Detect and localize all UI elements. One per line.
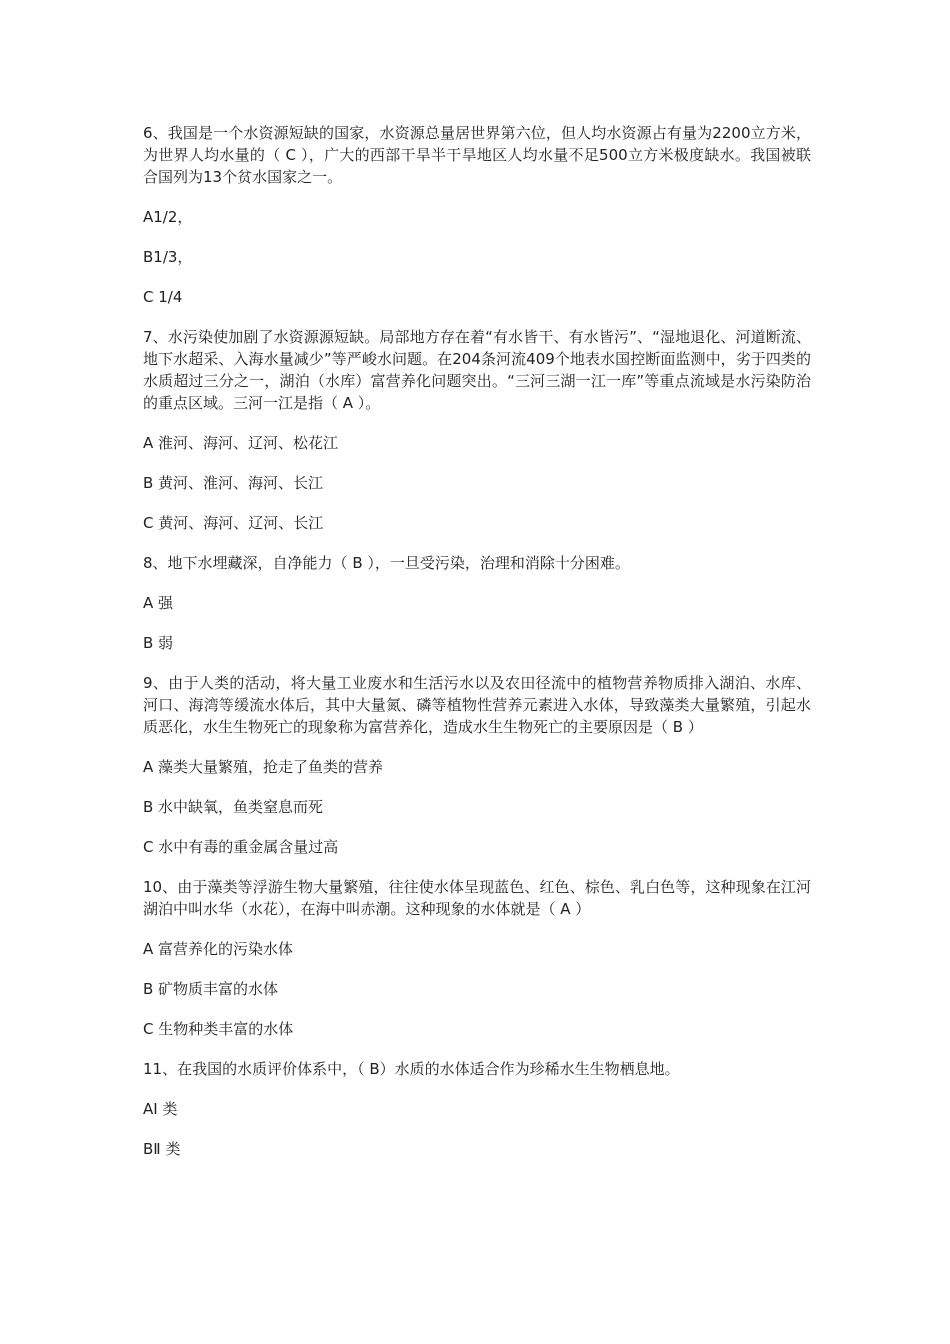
question-8-option-b: B 弱: [143, 634, 174, 652]
question-9: 9、由于人类的活动，将大量工业废水和生活污水以及农田径流中的植物营养物质排入湖泊、水库、河口、海湾等缓流水体后，其中大量氮、磷等植物性营养元素进入水体，导致藻类大量繁殖，引起水质恶化，水生生物死亡的现象称为富营养化，造成水生生物死亡的主要原因是（ B ）: [143, 674, 811, 736]
question-6-option-b: B1/3，: [143, 248, 193, 266]
question-7-option-b: B 黄河、淮河、海河、长江: [143, 474, 324, 492]
question-7-option-c: C 黄河、海河、辽河、长江: [143, 514, 324, 532]
question-10-option-b: B 矿物质丰富的水体: [143, 980, 279, 998]
question-7-option-a: A 淮河、海河、辽河、松花江: [143, 434, 339, 452]
question-11: 11、在我国的水质评价体系中，（ B）水质的水体适合作为珍稀水生生物栖息地。: [143, 1060, 680, 1078]
question-6: 6、我国是一个水资源短缺的国家，水资源总量居世界第六位，但人均水资源占有量为2200立方米，为世界人均水量的（ C ），广大的西部干旱半干旱地区人均水量不足500立方米极度缺水。我国被联合国列为13个贫水国家之一。: [143, 124, 811, 186]
question-9-option-c: C 水中有毒的重金属含量过高: [143, 838, 339, 856]
question-10-option-c: C 生物种类丰富的水体: [143, 1020, 294, 1038]
question-7: 7、水污染使加剧了水资源源短缺。局部地方存在着“有水皆干、有水皆污”、“湿地退化、河道断流、地下水超采、入海水量减少”等严峻水问题。在204条河流409个地表水国控断面监测中，劣于四类的水质超过三分之一，湖泊（水库）富营养化问题突出。“三河三湖一江一库”等重点流域是水污染防治的重点区域。三河一江是指（ A ）。: [143, 328, 811, 412]
question-6-option-c: C 1/4: [143, 288, 183, 306]
question-11-option-b: BⅡ 类: [143, 1140, 181, 1158]
question-8-option-a: A 强: [143, 594, 174, 612]
question-6-option-a: A1/2，: [143, 208, 193, 226]
question-9-option-a: A 藻类大量繁殖，抢走了鱼类的营养: [143, 758, 384, 776]
question-11-option-a: AⅠ 类: [143, 1100, 178, 1118]
document-page: [143, 122, 811, 1178]
question-9-option-b: B 水中缺氧，鱼类窒息而死: [143, 798, 324, 816]
question-10: 10、由于藻类等浮游生物大量繁殖，往往使水体呈现蓝色、红色、棕色、乳白色等，这种现象在江河湖泊中叫水华（水花），在海中叫赤潮。这种现象的水体就是（ A ）: [143, 878, 811, 918]
question-8: 8、地下水埋藏深，自净能力（ B ），一旦受污染，治理和消除十分困难。: [143, 554, 630, 572]
question-10-option-a: A 富营养化的污染水体: [143, 940, 294, 958]
